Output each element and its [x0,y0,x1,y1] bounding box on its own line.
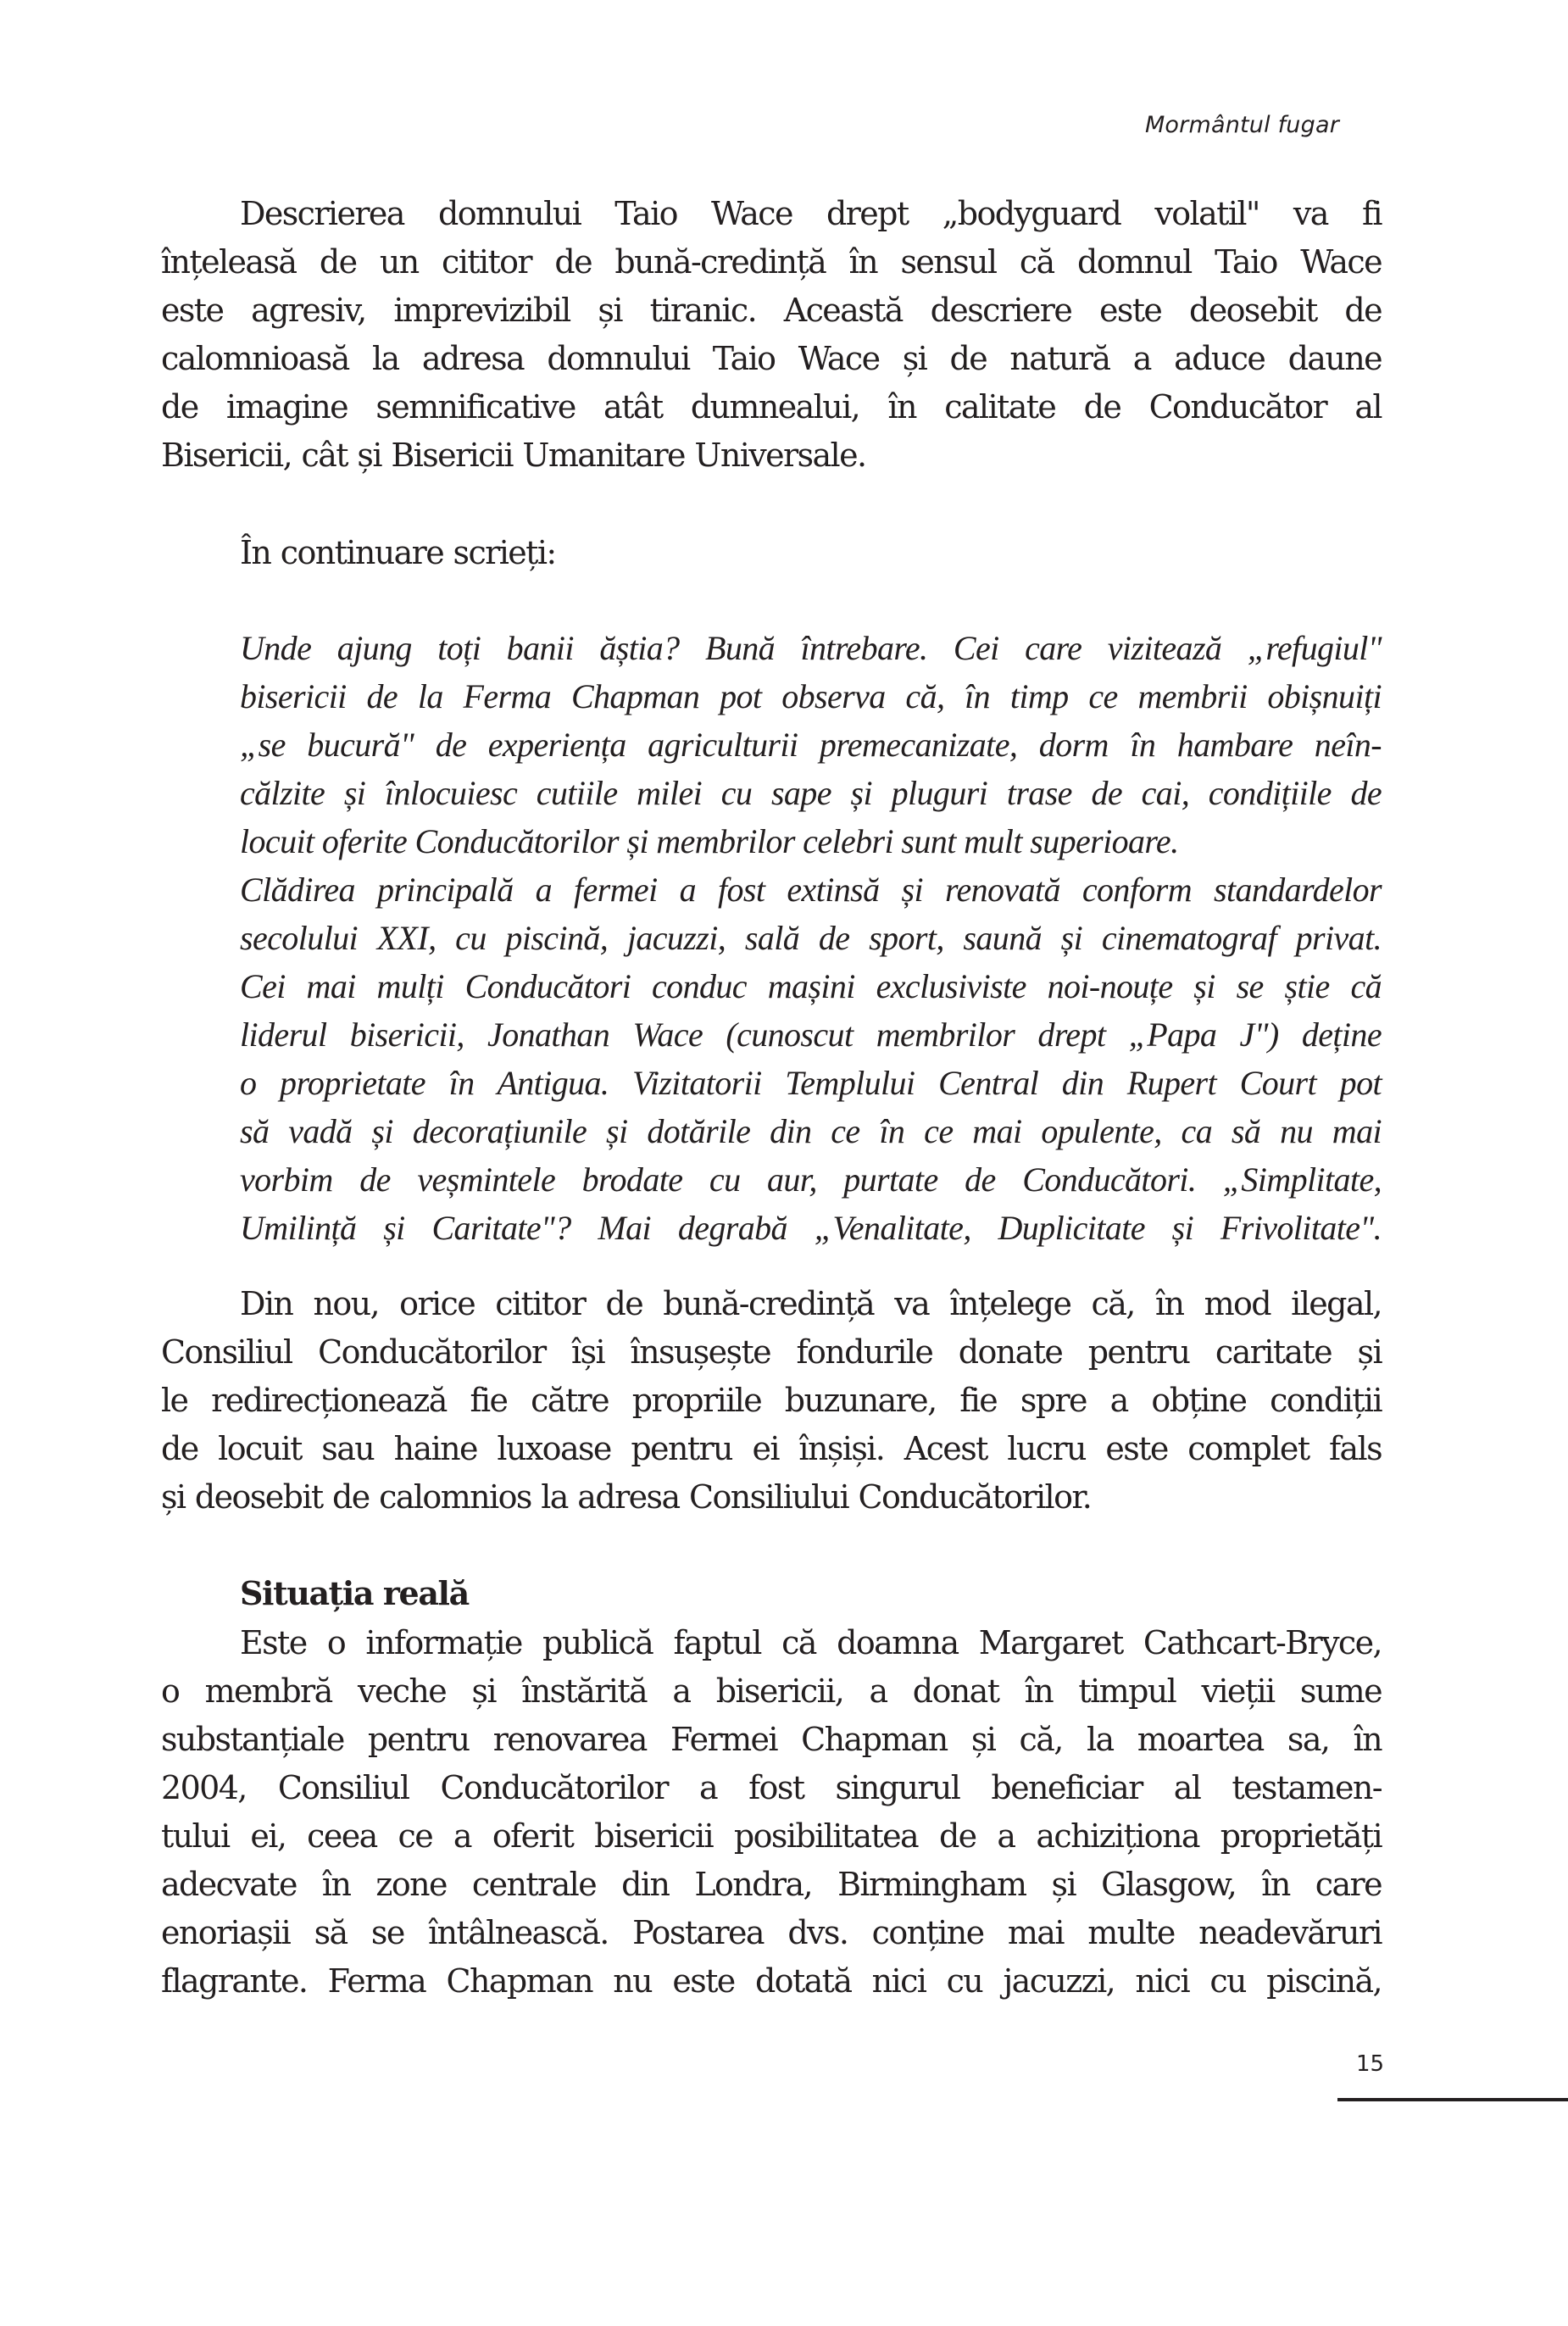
quote-line: liderul bisericii, Jonathan Wace (cunoscut membrilor drept „Papa J") deține [240,1016,1382,1054]
quote-line: să vadă și decorațiunile și dotările din ce în ce mai opulente, ca să nu mai [240,1112,1382,1150]
quoted-post [240,624,1382,1252]
text-line: de imagine semnificative atât dumnealui, în calitate de Conducător al [161,388,1382,426]
quote-line: locuit oferite Conducătorilor și membrilor celebri sunt mult superioare. [240,822,1179,860]
quote-line: Unde ajung toți banii ăștia? Bună întrebare. Cei care vizitează „refugiul" [240,629,1382,667]
page-number: 15 [1356,2051,1385,2077]
text-line: Bisericii, cât și Bisericii Umanitare Universale. [161,437,866,474]
footer-rule [1337,2098,1568,2101]
text-line: enoriașii să se întâlnească. Postarea dvs. conține mai multe neadevăruri [161,1914,1382,1951]
text-line: flagrante. Ferma Chapman nu este dotată nici cu jacuzzi, nici cu piscină, [161,1962,1382,2000]
paragraph-2 [161,529,1382,577]
text-line: Este o informație publică faptul că doamna Margaret Cathcart-Bryce, [240,1624,1382,1661]
quote-line: Cei mai mulți Conducători conduc mașini exclusiviste noi-nouțe și se știe că [240,967,1382,1005]
quote-line: vorbim de veșmintele brodate cu aur, purtate de Conducători. „Simplitate, [240,1160,1382,1199]
text-line: înțeleasă de un cititor de bună-credință în sensul că domnul Taio Wace [161,243,1382,281]
text-line: și deosebit de calomnios la adresa Consiliului Conducătorilor. [161,1478,1092,1516]
text-line: 2004, Consiliul Conducătorilor a fost singurul beneficiar al testamen- [161,1769,1382,1806]
text-line: de locuit sau haine luxoase pentru ei înșiși. Acest lucru este complet fals [161,1430,1382,1467]
quote-line: o proprietate în Antigua. Vizitatorii Templului Central din Rupert Court pot [240,1064,1382,1102]
text-line: substanțiale pentru renovarea Fermei Chapman și că, la moartea sa, în [161,1721,1382,1758]
text-line: tului ei, ceea ce a oferit bisericii posibilitatea de a achiziționa proprietăți [161,1817,1382,1855]
paragraph-1 [161,190,1382,480]
text-line: calomnioasă la adresa domnului Taio Wace și de natură a aduce daune [161,340,1382,377]
quote-line: secolului XXI, cu piscină, jacuzzi, sală de sport, saună și cinematograf privat. [240,919,1382,957]
paragraph-3 [161,1280,1382,1522]
text-line: este agresiv, imprevizibil și tiranic. Această descriere este deosebit de [161,292,1382,329]
text-line: le redirecționează fie către propriile buzunare, fie spre a obține condiții [161,1382,1382,1419]
paragraph-4 [161,1619,1382,2006]
text-line: o membră veche și înstărită a bisericii, a donat în timpul vieții sume [161,1672,1382,1710]
text-line: Din nou, orice cititor de bună-credință va înțelege că, în mod ilegal, [240,1285,1382,1322]
quote-line: Clădirea principală a fermei a fost extinsă și renovată conform standardelor [240,871,1382,909]
section-heading: Situația reală [240,1574,469,1612]
text-line: Consiliul Conducătorilor își însușește fondurile donate pentru caritate și [161,1333,1382,1371]
quote-line: călzite și înlocuiesc cutiile milei cu sape și pluguri trase de cai, condițiile de [240,774,1382,812]
quote-line: Umilință și Caritate"? Mai degrabă „Venalitate, Duplicitate și Frivolitate". [240,1209,1382,1247]
quote-line: bisericii de la Ferma Chapman pot observa că, în timp ce membrii obișnuiți [240,677,1382,715]
running-header: Mormântul fugar [1144,112,1339,138]
quote-line: „se bucură" de experiența agriculturii premecanizate, dorm în hambare neîn- [240,726,1382,764]
text-line: Descrierea domnului Taio Wace drept „bodyguard volatil" va fi [240,195,1382,232]
text-line: În continuare scrieți: [240,534,556,571]
text-line: adecvate în zone centrale din Londra, Birmingham și Glasgow, în care [161,1866,1382,1903]
